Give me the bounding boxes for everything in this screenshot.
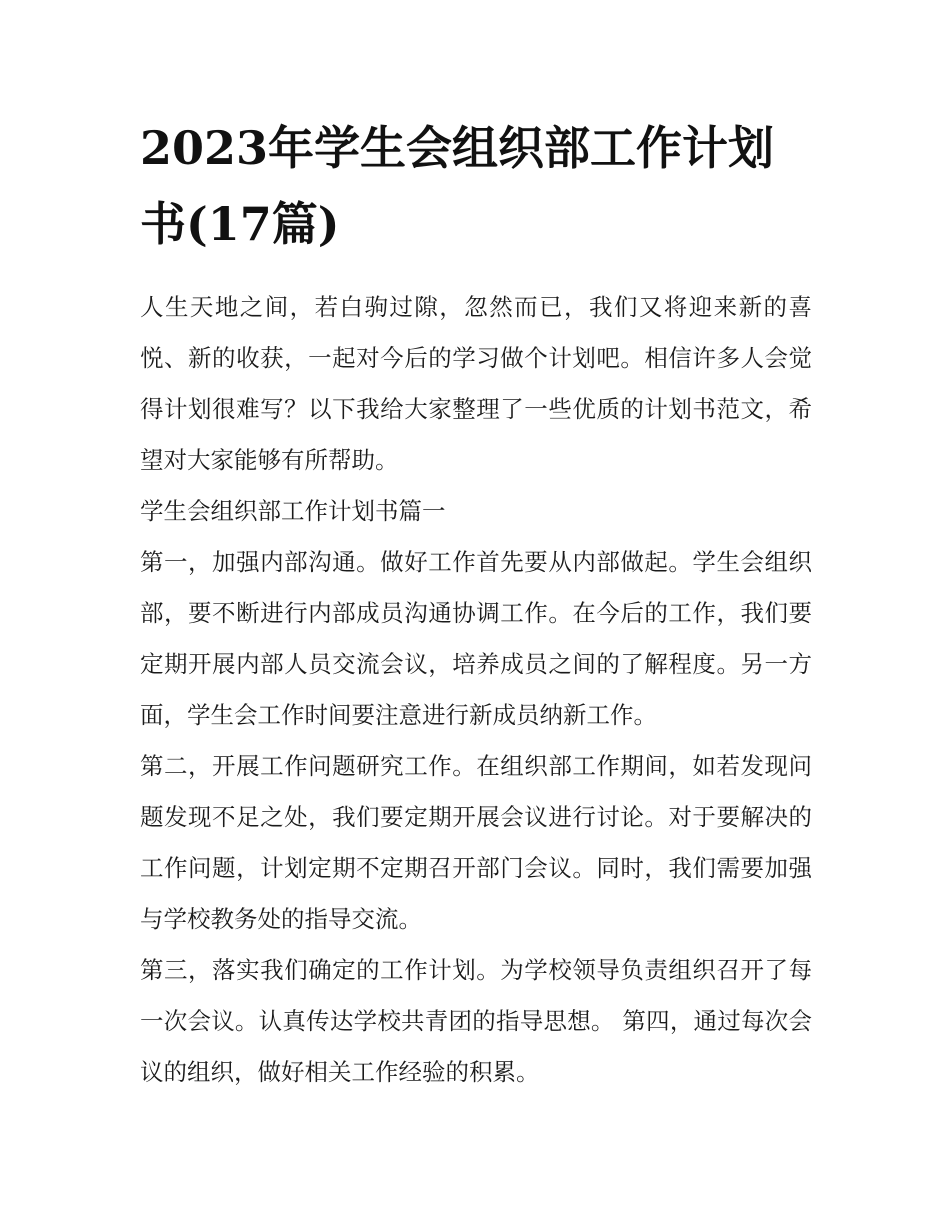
paragraph-point-three-four: 第三，落实我们确定的工作计划。为学校领导负责组织召开了每一次会议。认真传达学校共青团的指导思想。 第四，通过每次会议的组织，做好相关工作经验的积累。 [140, 956, 812, 1086]
intro-paragraph: 人生天地之间，若白驹过隙，忽然而已，我们又将迎来新的喜悦、新的收获，一起对今后的学习做个计划吧。相信许多人会觉得计划很难写？以下我给大家整理了一些优质的计划书范文，希望对大家能够有所帮助。 [140, 293, 812, 474]
document-title: 2023年学生会组织部工作计划书(17篇) [140, 121, 775, 251]
paragraph-point-two: 第二，开展工作问题研究工作。在组织部工作期间，如若发现问题发现不足之处，我们要定期开展会议进行讨论。对于要解决的工作问题，计划定期不定期召开部门会议。同时，我们需要加强与学校教务处的指导交流。 [140, 752, 812, 933]
section-heading: 学生会组织部工作计划书篇一 [140, 497, 446, 525]
document-body [140, 282, 812, 1098]
paragraph-point-one: 第一，加强内部沟通。做好工作首先要从内部做起。学生会组织部，要不断进行内部成员沟通协调工作。在今后的工作，我们要定期开展内部人员交流会议，培养成员之间的了解程度。另一方面，学生会工作时间要注意进行新成员纳新工作。 [140, 548, 812, 729]
document-page [140, 110, 812, 1098]
